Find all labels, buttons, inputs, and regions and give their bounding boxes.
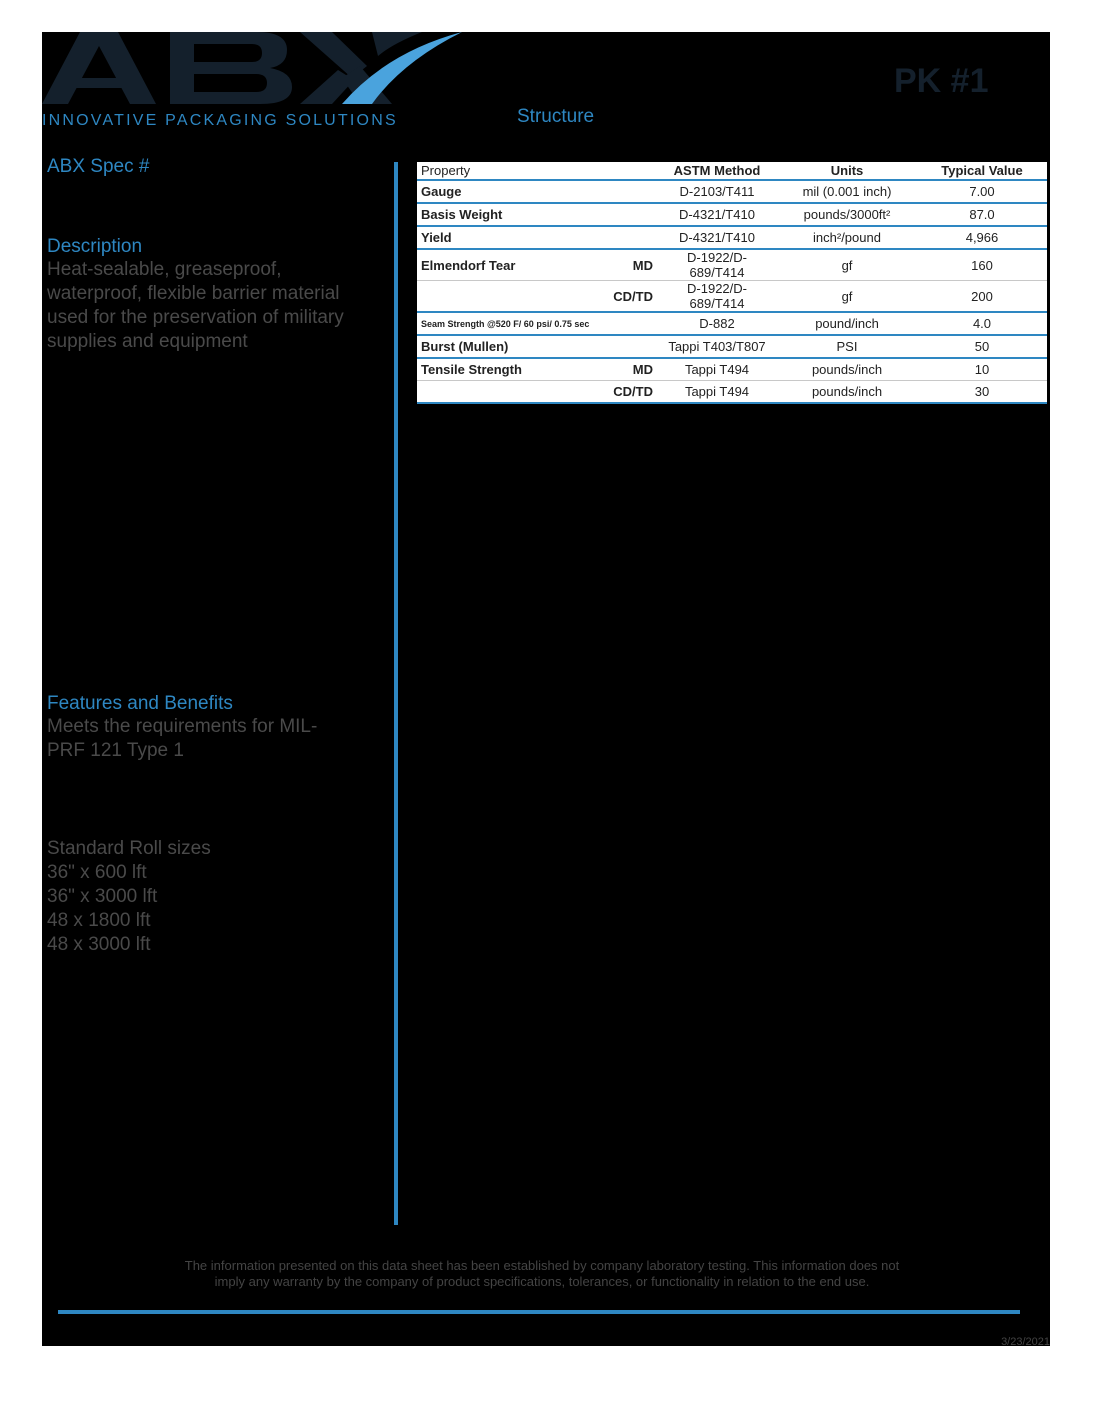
cell-method: D-1922/D-689/T414 <box>657 249 777 281</box>
cell-property <box>417 281 602 313</box>
cell-units: pound/inch <box>777 312 917 335</box>
roll-size-item: 36" x 600 lft <box>47 862 147 883</box>
logo-tagline: INNOVATIVE PACKAGING SOLUTIONS <box>42 112 398 129</box>
description-line: waterproof, flexible barrier material <box>47 283 340 304</box>
cell-sub <box>602 203 657 226</box>
cell-sub <box>602 312 657 335</box>
disclaimer <box>142 1258 942 1290</box>
cell-units: inch²/pound <box>777 226 917 249</box>
cell-value: 50 <box>917 335 1047 358</box>
table-row <box>417 358 1047 381</box>
cell-value: 4.0 <box>917 312 1047 335</box>
description-title: Description <box>47 236 143 257</box>
cell-method: D-4321/T410 <box>657 226 777 249</box>
revision-date: 3/23/2021 <box>1001 1336 1050 1348</box>
data-sheet <box>42 32 1050 1346</box>
table-row <box>417 180 1047 203</box>
roll-size-item: 36" x 3000 lft <box>47 886 158 907</box>
table-row <box>417 381 1047 404</box>
description-line: supplies and equipment <box>47 331 248 352</box>
properties-table <box>417 162 1047 404</box>
cell-units: gf <box>777 281 917 313</box>
spec-section <box>47 156 387 178</box>
cell-method: D-2103/T411 <box>657 180 777 203</box>
header-sub <box>602 162 657 180</box>
table-row <box>417 249 1047 281</box>
features-line: Meets the requirements for MIL- <box>47 716 318 737</box>
header-property: Property <box>417 162 602 180</box>
cell-units: pounds/inch <box>777 381 917 404</box>
structure-label: Structure <box>517 106 595 127</box>
cell-sub: MD <box>602 249 657 281</box>
table-row <box>417 226 1047 249</box>
footer-divider <box>58 1310 1020 1314</box>
cell-property: Gauge <box>417 180 602 203</box>
cell-property: Yield <box>417 226 602 249</box>
cell-sub: CD/TD <box>602 381 657 404</box>
cell-sub: MD <box>602 358 657 381</box>
table-header-row <box>417 162 1047 180</box>
disclaimer-line: imply any warranty by the company of product specifications, tolerances, or functionality in relation to the end use. <box>214 1274 870 1289</box>
cell-method: D-882 <box>657 312 777 335</box>
cell-units: pounds/inch <box>777 358 917 381</box>
cell-value: 4,966 <box>917 226 1047 249</box>
cell-method: Tappi T494 <box>657 381 777 404</box>
product-code: PK #1 <box>894 62 989 100</box>
cell-property: Seam Strength @520 F/ 60 psi/ 0.75 sec <box>417 312 602 335</box>
cell-value: 200 <box>917 281 1047 313</box>
features-section <box>47 693 387 763</box>
cell-value: 160 <box>917 249 1047 281</box>
cell-value: 87.0 <box>917 203 1047 226</box>
cell-sub <box>602 226 657 249</box>
description-line: used for the preservation of military <box>47 307 344 328</box>
features-line: PRF 121 Type 1 <box>47 740 184 761</box>
cell-property: Burst (Mullen) <box>417 335 602 358</box>
cell-units: pounds/3000ft² <box>777 203 917 226</box>
cell-property: Elmendorf Tear <box>417 249 602 281</box>
column-divider <box>394 162 398 1225</box>
cell-value: 10 <box>917 358 1047 381</box>
cell-units: mil (0.001 inch) <box>777 180 917 203</box>
table-row <box>417 281 1047 313</box>
cell-property: Basis Weight <box>417 203 602 226</box>
cell-value: 30 <box>917 381 1047 404</box>
description-line: Heat-sealable, greaseproof, <box>47 259 282 280</box>
cell-units: gf <box>777 249 917 281</box>
cell-property <box>417 381 602 404</box>
cell-method: D-1922/D-689/T414 <box>657 281 777 313</box>
disclaimer-line: The information presented on this data sheet has been established by company laboratory testing. This information does not <box>184 1258 900 1273</box>
roll-size-item: 48 x 3000 lft <box>47 934 151 955</box>
table-row <box>417 312 1047 335</box>
table-row <box>417 203 1047 226</box>
cell-sub: CD/TD <box>602 281 657 313</box>
header-units: Units <box>777 162 917 180</box>
table-row <box>417 335 1047 358</box>
features-title: Features and Benefits <box>47 693 233 714</box>
cell-method: D-4321/T410 <box>657 203 777 226</box>
cell-method: Tappi T494 <box>657 358 777 381</box>
roll-sizes-title: Standard Roll sizes <box>47 838 211 859</box>
roll-size-item: 48 x 1800 lft <box>47 910 151 931</box>
cell-sub <box>602 180 657 203</box>
header-method: ASTM Method <box>657 162 777 180</box>
cell-value: 7.00 <box>917 180 1047 203</box>
cell-units: PSI <box>777 335 917 358</box>
roll-sizes-section <box>47 837 387 957</box>
cell-sub <box>602 335 657 358</box>
description-section <box>47 236 387 354</box>
cell-property: Tensile Strength <box>417 358 602 381</box>
header-value: Typical Value <box>917 162 1047 180</box>
cell-method: Tappi T403/T807 <box>657 335 777 358</box>
spec-title: ABX Spec # <box>47 156 150 177</box>
